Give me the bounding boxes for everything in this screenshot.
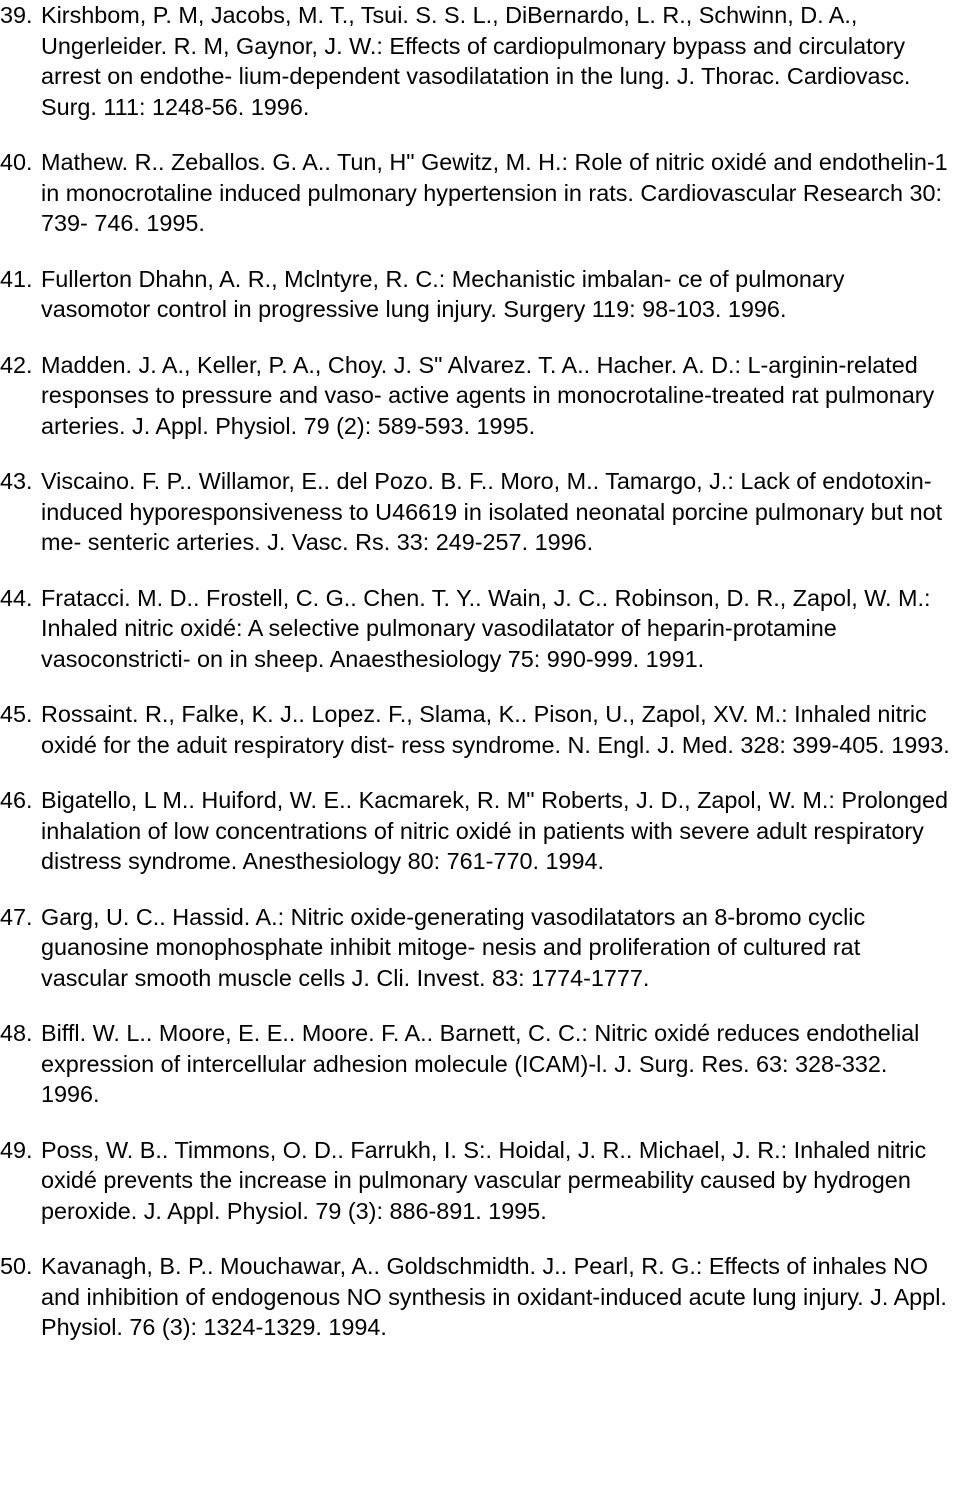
reference-text: Fullerton Dhahn, A. R., Mclntyre, R. C.: Mechanistic imbalan- ce of pulmonary vasomotor control in progressive lung injury. Surgery 119: 98-103. 1996. [41, 265, 845, 322]
reference-number: 39. [0, 2, 33, 28]
reference-number: 50. [0, 1253, 33, 1279]
reference-item-49 [0, 1135, 952, 1227]
reference-item-41 [0, 264, 952, 325]
reference-text: Madden. J. A., Keller, P. A., Choy. J. S" Alvarez. T. A.. Hacher. A. D.: L-arginin-related responses to pressure and vaso- active agents in monocrotaline-treated rat pulmonary arteries. J. Appl. Physiol. 79 (2): 589-593. 1995. [41, 351, 935, 439]
reference-number: 40. [0, 149, 33, 175]
reference-item-39 [0, 0, 952, 122]
reference-text: Kavanagh, B. P.. Mouchawar, A.. Goldschmidth. J.. Pearl, R. G.: Effects of inhales NO and inhibition of endogenous NO synthesis in oxidant-induced acute lung injury. J. Appl. Physiol. 76 (3): 1324-1329. 1994. [41, 1253, 947, 1340]
reference-text: Mathew. R.. Zeballos. G. A.. Tun, H" Gewitz, M. H.: Role of nitric oxidé and endothelin-1 in monocrotaline induced pulmonary hypertension in rats. Cardiovascular Research 30: 739- 746. 1995. [41, 149, 948, 236]
reference-number: 47. [0, 903, 33, 930]
reference-text: Kirshbom, P. M, Jacobs, M. T., Tsui. S. S. L., DiBernardo, L. R., Schwinn, D. A., Ungerleider. R. M, Gaynor, J. W.: Effects of cardiopulmonary bypass and circulatory arrest on endothe- lium-dependent vasodilatation in the lung. J. Thorac. Cardiovasc. Surg. 111: 1248-56. 1996. [41, 2, 911, 120]
reference-item-42 [0, 350, 952, 442]
reference-text: Poss, W. B.. Timmons, O. D.. Farrukh, I. S:. Hoidal, J. R.. Michael, J. R.: Inhaled nitric oxidé prevents the increase in pulmonary vascular permeability caused by hydrogen peroxide. J. Appl. Physiol. 79 (3): 886-891. 1995. [41, 1136, 927, 1224]
reference-text: Biffl. W. L.. Moore, E. E.. Moore. F. A.. Barnett, C. C.: Nitric oxidé reduces endothelial expression of intercellular adhesion molecule (ICAM)-l. J. Surg. Res. 63: 328-332. 1996. [41, 1020, 920, 1107]
reference-item-48 [0, 1018, 952, 1110]
reference-number: 44. [0, 584, 33, 611]
reference-item-40 [0, 147, 952, 239]
reference-item-43 [0, 466, 952, 558]
reference-number: 41. [0, 265, 33, 292]
reference-text: Bigatello, L M.. Huiford, W. E.. Kacmarek, R. M" Roberts, J. D., Zapol, W. M.: Prolonged inhalation of low concentrations of nitric oxidé in patients with severe adult respiratory distress syndrome. Anesthesiology 80: 761-770. 1994. [41, 787, 948, 874]
reference-text: Rossaint. R., Falke, K. J.. Lopez. F., Slama, K.. Pison, U., Zapol, XV. M.: Inhaled nitric oxidé for the aduit respiratory dist- ress syndrome. N. Engl. J. Med. 328: 399-405. 1993. [41, 701, 950, 758]
reference-number: 45. [0, 701, 33, 727]
reference-item-45 [0, 699, 952, 760]
reference-text: Fratacci. M. D.. Frostell, C. G.. Chen. T. Y.. Wain, J. C.. Robinson, D. R., Zapol, W. M.: Inhaled nitric oxidé: A selective pulmonary vasodilatator of heparin-protamine vasoconstricti- on in sheep. Anaesthesiology 75: 990-999. 1991. [41, 584, 931, 672]
reference-item-46 [0, 785, 952, 877]
reference-item-44 [0, 583, 952, 675]
reference-item-47 [0, 902, 952, 994]
reference-number: 48. [0, 1020, 33, 1046]
reference-number: 46. [0, 787, 33, 813]
reference-number: 43. [0, 468, 33, 494]
reference-text: Viscaino. F. P.. Willamor, E.. del Pozo. B. F.. Moro, M.. Tamargo, J.: Lack of endotoxin-induced hyporesponsiveness to U46619 in isolated neonatal porcine pulmonary but not me- senteric arteries. J. Vasc. Rs. 33: 249-257. 1996. [41, 468, 943, 555]
reference-item-50 [0, 1251, 952, 1343]
reference-number: 49. [0, 1136, 33, 1163]
reference-text: Garg, U. C.. Hassid. A.: Nitric oxide-generating vasodilatators an 8-bromo cyclic guanosine monophosphate inhibit mitoge- nesis and proliferation of cultured rat vascular smooth muscle cells J. Cli. Invest. 83: 1774-1777. [41, 903, 866, 991]
reference-number: 42. [0, 351, 33, 378]
